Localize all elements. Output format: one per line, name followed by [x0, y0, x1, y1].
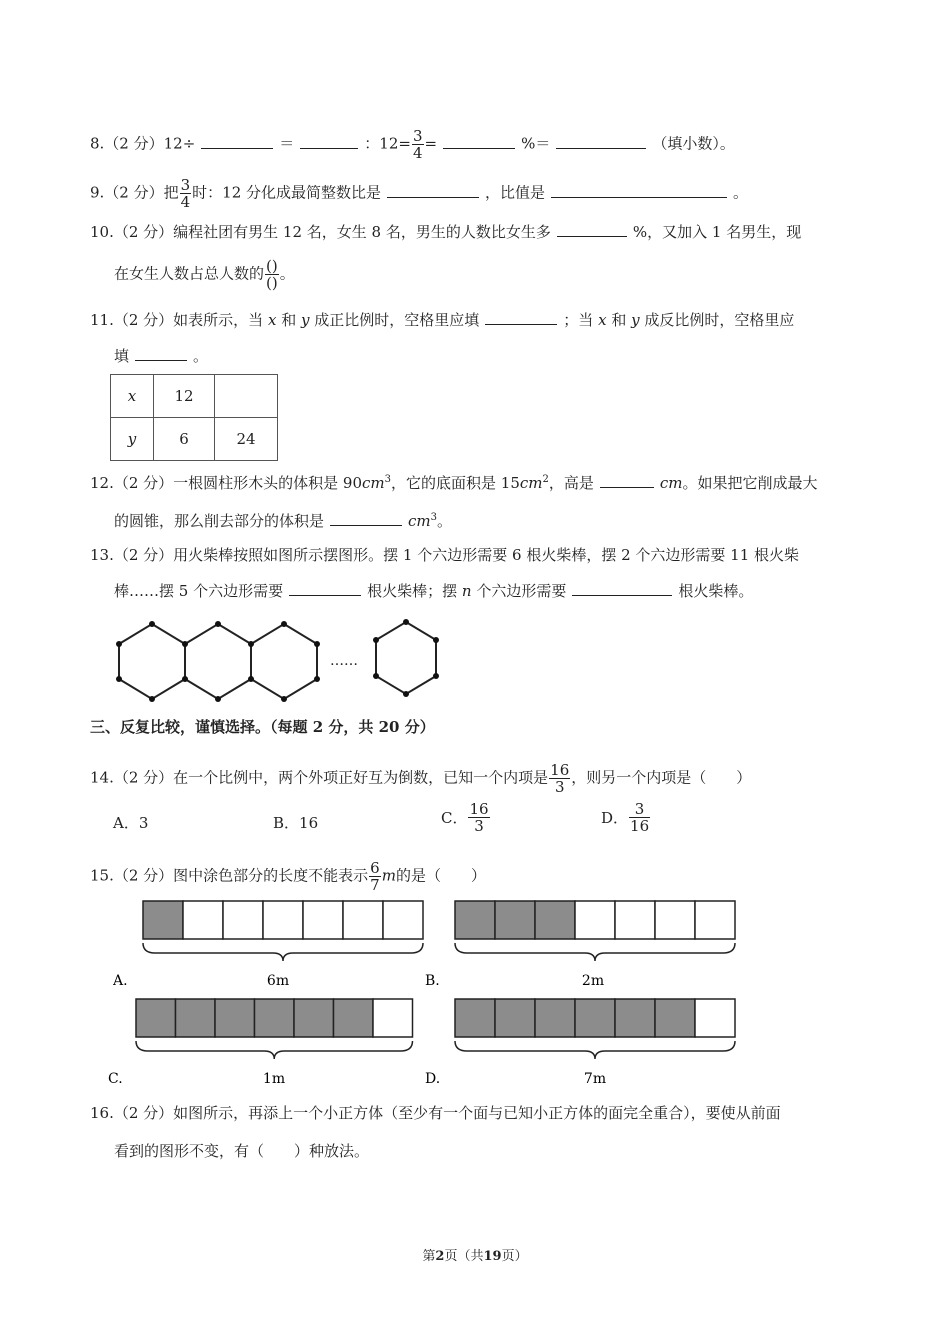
question-8: 8.（2 分）12÷ ＝ ：12= $\frac{3}{4}$ = %＝ （填小数）。 — [90, 127, 735, 162]
answer-blank[interactable] — [300, 134, 358, 149]
bar-diagram-a — [113, 898, 433, 998]
question-13-line2: 棒……摆 5 个六边形需要 根火柴棒；摆 n 个六边形需要 根火柴棒。 — [114, 582, 754, 600]
answer-blank[interactable] — [557, 222, 627, 237]
shaded-segment — [535, 999, 575, 1037]
option-d[interactable] — [425, 996, 745, 1100]
option-letter: A. — [113, 973, 128, 989]
shaded-segment — [255, 999, 295, 1037]
question-15: 15.（2 分）图中涂色部分的长度不能表示 $\frac{6}{7}$ m的是（ ） — [90, 859, 486, 894]
length-label: 6m — [266, 973, 290, 989]
shaded-segment — [176, 999, 216, 1037]
option-letter: C. — [108, 1071, 123, 1087]
ellipsis: …… — [330, 653, 358, 669]
shaded-segment — [294, 999, 334, 1037]
shaded-segment — [535, 901, 575, 939]
blank-segment — [655, 901, 695, 939]
hexagon-figure — [105, 615, 455, 705]
question-14: 14.（2 分）在一个比例中，两个外项正好互为倒数，已知一个内项是 $\frac{16}{3}$ ，则另一个内项是（ ） — [90, 761, 752, 796]
table-row: y 6 24 — [111, 418, 278, 461]
answer-blank[interactable] — [551, 183, 727, 198]
blank-segment — [303, 901, 343, 939]
option-letter: B. — [425, 973, 440, 989]
length-label: 7m — [583, 1071, 607, 1087]
answer-blank[interactable] — [387, 183, 479, 198]
shaded-segment — [143, 901, 183, 939]
blank-segment — [695, 999, 735, 1037]
question-10-line2: 在女生人数占总人数的 $\frac{()}{()}$ 。 — [114, 257, 295, 292]
shaded-segment — [215, 999, 255, 1037]
answer-blank[interactable] — [135, 346, 187, 361]
shaded-segment — [575, 999, 615, 1037]
shaded-segment — [495, 901, 535, 939]
question-16-line2: 看到的图形不变，有（ ）种放法。 — [114, 1142, 370, 1160]
option-d[interactable]: D． $\frac{3}{16}$ — [601, 800, 650, 835]
question-12-line2: 的圆锥，那么削去部分的体积是 $cm^3$。 — [114, 512, 453, 530]
brace — [136, 1041, 413, 1059]
brace — [455, 943, 735, 961]
xy-table — [110, 374, 278, 461]
answer-blank[interactable] — [443, 134, 515, 149]
bar-diagram-d — [425, 996, 745, 1096]
option-letter: D. — [425, 1071, 441, 1087]
fraction: $\frac{3}{4}$ — [412, 127, 423, 162]
answer-blank[interactable] — [330, 511, 402, 526]
question-10-line1: 10.（2 分）编程社团有男生 12 名，女生 8 名，男生的人数比女生多 %，又加入 1 名男生，现 — [90, 223, 802, 241]
blank-segment — [183, 901, 223, 939]
option-a[interactable] — [113, 898, 433, 1002]
question-12-line1: 12.（2 分）一根圆柱形木头的体积是 $90cm^3$，它的底面积是 $15cm^2$，高是 cm。如果把它削成最大 — [90, 474, 818, 492]
blank-segment — [263, 901, 303, 939]
answer-blank[interactable] — [556, 134, 646, 149]
option-b[interactable] — [425, 898, 745, 1002]
table-row: x 12 — [111, 375, 278, 418]
shaded-segment — [455, 999, 495, 1037]
hexagons — [119, 622, 436, 699]
section-3-heading: 三、反复比较，谨慎选择。（每题 2 分，共 20 分） — [90, 718, 435, 736]
answer-blank[interactable] — [600, 473, 654, 488]
length-label: 2m — [581, 973, 605, 989]
fraction: $\frac{()}{()}$ — [266, 257, 278, 292]
brace — [455, 1041, 735, 1059]
blank-segment — [695, 901, 735, 939]
length-label: 1m — [262, 1071, 286, 1087]
question-9: 9.（2 分）把 $\frac{3}{4}$ 时：12 分化成最简整数比是 ，比值是 。 — [90, 176, 749, 211]
blank-segment — [373, 999, 413, 1037]
page-footer: 第2页（共19页） — [422, 1249, 528, 1264]
option-b[interactable]: B．16 — [273, 814, 319, 832]
fraction: $\frac{6}{7}$ — [370, 859, 380, 894]
blank-segment — [615, 901, 655, 939]
question-11-line1: 11.（2 分）如表所示，当 x 和 y 成正比例时，空格里应填 ；当 x 和 y 成反比例时，空格里应 — [90, 311, 795, 329]
answer-blank[interactable] — [201, 134, 273, 149]
shaded-segment — [334, 999, 374, 1037]
shaded-segment — [615, 999, 655, 1037]
question-16-line1: 16.（2 分）如图所示，再添上一个小正方体（至少有一个面与已知小正方体的面完全重合），要使从前面 — [90, 1104, 781, 1122]
fraction: $\frac{16}{3}$ — [550, 761, 570, 796]
option-c[interactable]: C． $\frac{16}{3}$ — [441, 800, 489, 835]
option-c[interactable] — [108, 996, 428, 1100]
shaded-segment — [655, 999, 695, 1037]
question-11-line2: 填 。 — [114, 347, 209, 365]
bar-diagram-b — [425, 898, 745, 998]
answer-blank[interactable] — [289, 581, 361, 596]
shaded-segment — [495, 999, 535, 1037]
blank-segment — [223, 901, 263, 939]
answer-blank[interactable] — [572, 581, 672, 596]
answer-blank[interactable] — [485, 310, 557, 325]
bar-diagram-c — [108, 996, 428, 1096]
blank-segment — [383, 901, 423, 939]
blank-segment — [575, 901, 615, 939]
blank-segment — [343, 901, 383, 939]
option-a[interactable]: A．3 — [113, 814, 149, 832]
shaded-segment — [455, 901, 495, 939]
shaded-segment — [136, 999, 176, 1037]
brace — [143, 943, 423, 961]
question-13-line1: 13.（2 分）用火柴棒按照如图所示摆图形。摆 1 个六边形需要 6 根火柴棒，摆 2 个六边形需要 11 根火柴 — [90, 546, 800, 564]
fraction: $\frac{3}{4}$ — [180, 176, 191, 211]
